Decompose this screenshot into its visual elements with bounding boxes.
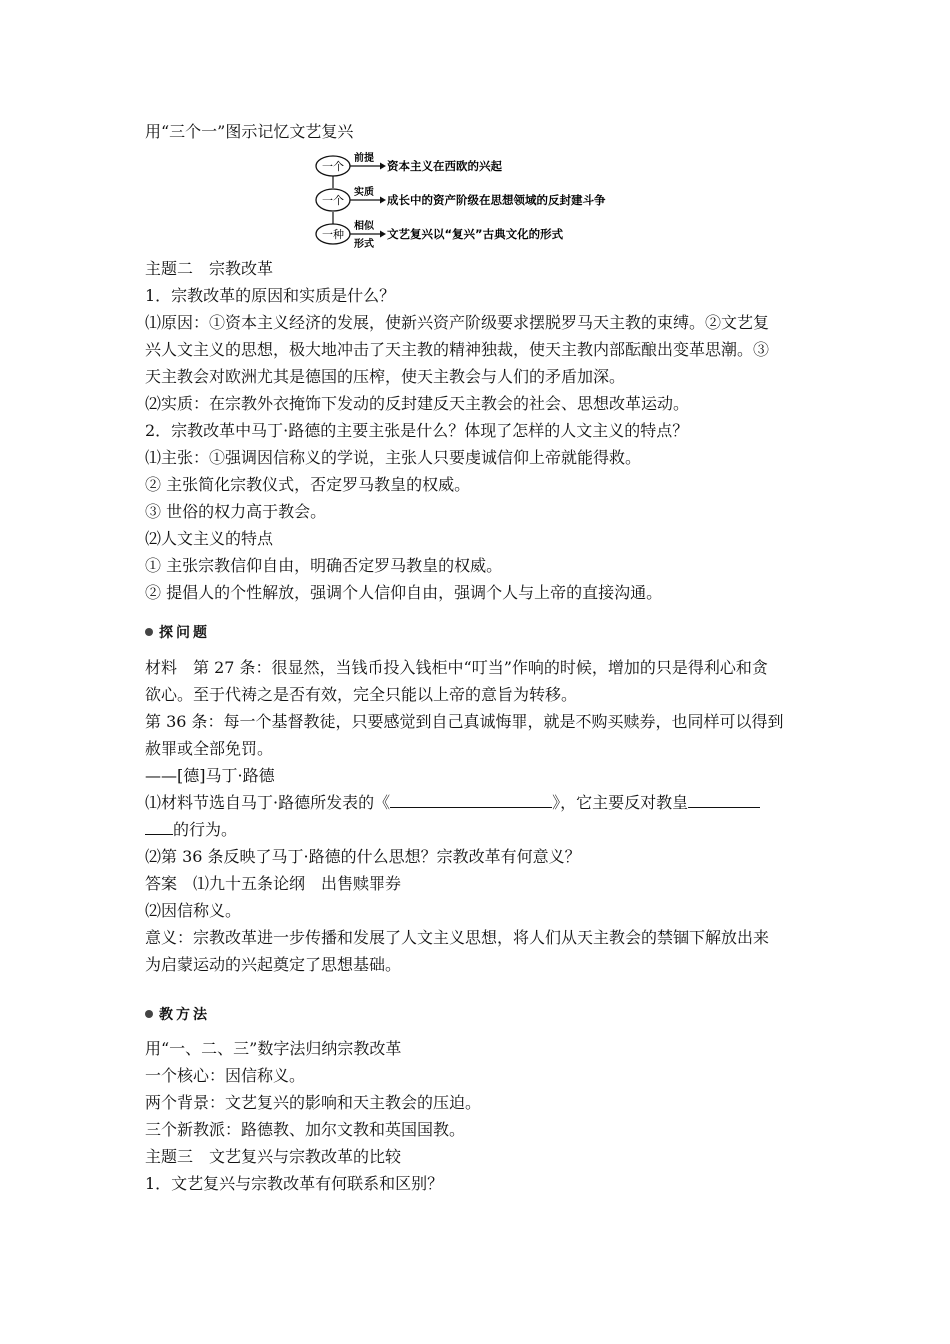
- section-header-label: 教方法: [159, 1007, 210, 1023]
- paragraph-line: 为启蒙运动的兴起奠定了思想基础。: [145, 955, 402, 974]
- arrow-head-icon: [380, 197, 386, 204]
- topic3-question-1: 1．文艺复兴与宗教改革有何联系和区别？: [145, 1174, 444, 1193]
- paragraph-line: 用“一、二、三”数字法归纳宗教改革: [145, 1039, 402, 1058]
- paragraph-line: ⑵实质：在宗教外衣掩饰下发动的反封建反天主教会的社会、思想改革运动。: [145, 394, 690, 413]
- intro-line: 用“三个一”图示记忆文艺复兴: [145, 122, 354, 141]
- diagram-text: 资本主义在西欧的兴起: [387, 159, 502, 173]
- paragraph-line: ① 主张宗教信仰自由，明确否定罗马教皇的权威。: [145, 556, 503, 575]
- paragraph-line: ③ 世俗的权力高于教会。: [145, 502, 327, 521]
- answer-line: 答案 ⑴九十五条论纲 出售赎罪券: [145, 874, 402, 893]
- question-text: ⑴材料节选自马丁·路德所发表的《: [145, 793, 391, 812]
- question-with-blanks: [145, 793, 810, 813]
- section-header-method: [145, 1005, 810, 1025]
- paragraph-line: 兴人文主义的思想，极大地冲击了天主教的精神独裁，使天主教内部酝酿出变革思潮。③: [145, 340, 770, 359]
- arrow-head-icon: [380, 231, 386, 238]
- paragraph-line: 材料 第 27 条：很显然，当钱币投入钱柜中“叮当”作响的时候，增加的只是得利心和贪: [145, 658, 768, 677]
- paragraph-line: ⑵人文主义的特点: [145, 529, 274, 548]
- section-header-label: 探问题: [159, 625, 210, 641]
- diagram-node-label: 一种: [322, 228, 344, 241]
- question-continuation: [145, 820, 810, 840]
- question-text: 》，它主要反对教皇: [552, 793, 689, 812]
- diagram-node-label: 一个: [322, 160, 344, 173]
- diagram-relation: 实质: [354, 187, 374, 198]
- diagram-row-essence: [316, 185, 606, 211]
- diagram-relation: 相似: [354, 221, 374, 232]
- paragraph-line: 两个背景：文艺复兴的影响和天主教会的压迫。: [145, 1093, 482, 1112]
- paragraph-line: ② 提倡人的个性解放，强调个人信仰自由，强调个人与上帝的直接沟通。: [145, 583, 663, 602]
- section-header-explore: [145, 623, 810, 643]
- paragraph-line: 天主教会对欧洲尤其是德国的压榨，使天主教会与人们的矛盾加深。: [145, 367, 626, 386]
- diagram-node-label: 一个: [322, 194, 344, 207]
- paragraph-line: 赦罪或全部免罚。: [145, 739, 274, 758]
- answer-blank[interactable]: [390, 793, 552, 808]
- diagram-row-premise: [316, 151, 502, 176]
- paragraph-line: 一个核心：因信称义。: [145, 1066, 306, 1085]
- diagram-row-similar: [316, 219, 564, 250]
- diagram-relation: 前提: [354, 153, 374, 164]
- three-one-diagram: [313, 150, 643, 250]
- answer-blank[interactable]: [688, 793, 760, 808]
- topic2-title: 主题二 宗教改革: [145, 259, 274, 278]
- paragraph-line: ⑵第 36 条反映了马丁·路德的什么思想？宗教改革有何意义？: [145, 847, 581, 866]
- answer-blank[interactable]: [145, 820, 173, 835]
- bullet-dot-icon: [145, 1010, 153, 1018]
- answer-line: ⑵因信称义。: [145, 901, 242, 920]
- question-text: 的行为。: [173, 820, 238, 839]
- paragraph-line: ⑴主张：①强调因信称义的学说，主张人只要虔诚信仰上帝就能得救。: [145, 448, 642, 467]
- paragraph-line: ② 主张简化宗教仪式，否定罗马教皇的权威。: [145, 475, 471, 494]
- paragraph-line: 欲心。至于代祷之是否有效，完全只能以上帝的意旨为转移。: [145, 685, 578, 704]
- paragraph-line: 意义：宗教改革进一步传播和发展了人文主义思想，将人们从天主教会的禁锢下解放出来: [145, 928, 770, 947]
- bullet-dot-icon: [145, 628, 153, 636]
- diagram-text: 文艺复兴以“复兴”古典文化的形式: [387, 227, 564, 241]
- paragraph-line: 第 36 条：每一个基督教徒，只要感觉到自己真诚悔罪，就是不购买赎券，也同样可以得到: [145, 712, 784, 731]
- topic2-question-2: 2．宗教改革中马丁·路德的主要主张是什么？体现了怎样的人文主义的特点？: [145, 421, 689, 440]
- diagram-text: 成长中的资产阶级在思想领域的反封建斗争: [387, 193, 606, 207]
- paragraph-line: ⑴原因：①资本主义经济的发展，使新兴资产阶级要求摆脱罗马天主教的束缚。②文艺复: [145, 313, 770, 332]
- paragraph-line: 三个新教派：路德教、加尔文教和英国国教。: [145, 1120, 466, 1139]
- arrow-head-icon: [380, 163, 386, 170]
- topic3-title: 主题三 文艺复兴与宗教改革的比较: [145, 1147, 402, 1166]
- source-line: ——[德]马丁·路德: [145, 766, 275, 785]
- diagram-relation-second: 形式: [354, 239, 374, 250]
- topic2-question-1: 1．宗教改革的原因和实质是什么？: [145, 286, 396, 305]
